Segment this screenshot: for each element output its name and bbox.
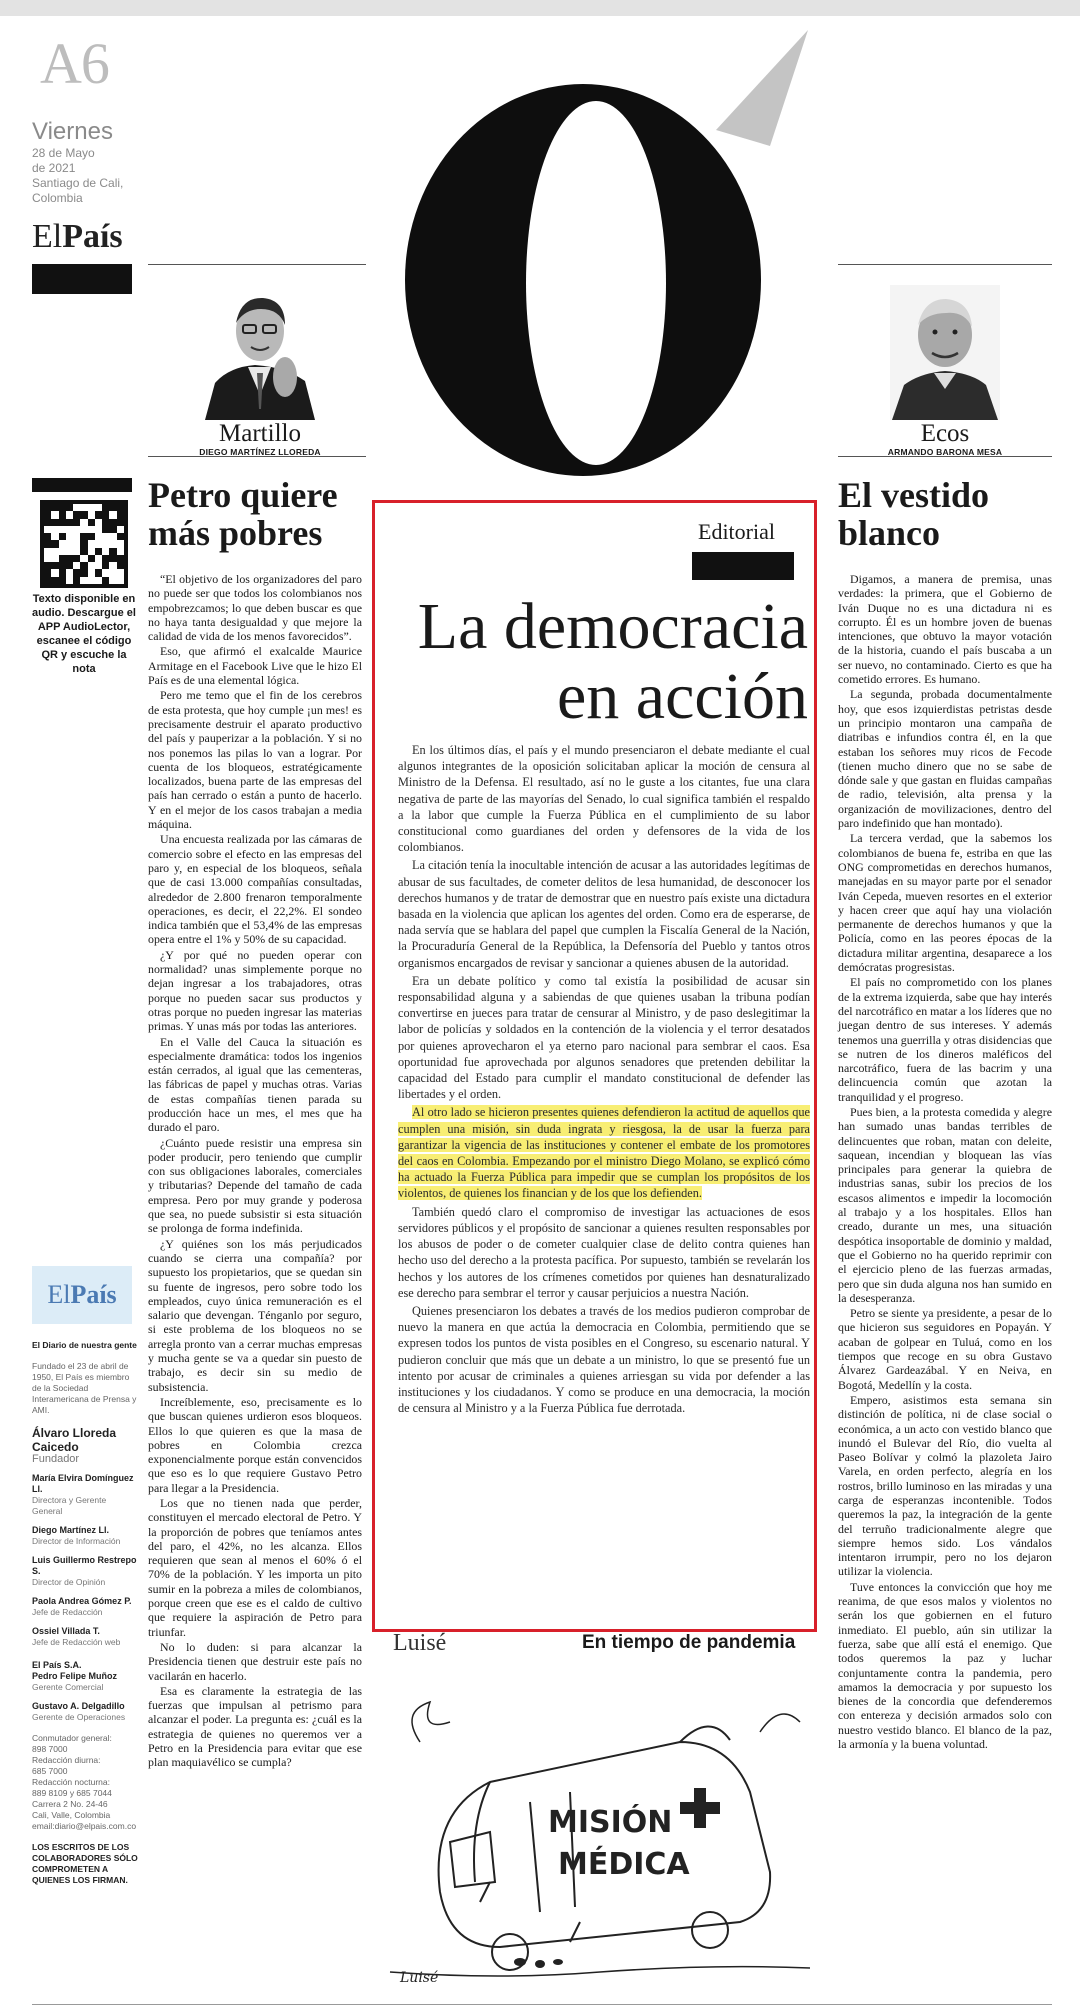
qr-cell xyxy=(88,526,95,533)
highlighted-paragraph xyxy=(398,1104,810,1201)
qr-cell xyxy=(44,555,51,562)
section-mark-counter xyxy=(526,101,666,465)
qr-cell xyxy=(66,562,73,569)
paragraph: Pues bien, a la protesta comedida y alegre han sumado unas bandas terribles de delincuentes que roban, matan con deleite, saquean, incendian y bloquean las vías principales para generar la quiebra de industrias sanas, subir los precios de los escasos alimentos e impedir la locomoción al trabajo y a los hospitales. Ellos han creado, durante un mes, una situación despótica insoportable de dominio y maldad, que el Gobierno no ha querido reprimir con el ejercicio pleno de las fuerzas armadas, pero que sin duda alguna nos han sumido en la desesperanza. xyxy=(838,1104,1052,1305)
qr-cell xyxy=(88,511,95,518)
qr-cell xyxy=(102,577,109,584)
qr-cell xyxy=(80,540,87,547)
qr-cell xyxy=(88,504,95,511)
logo-bar xyxy=(32,264,132,294)
qr-cell xyxy=(51,533,58,540)
columnist-right: ARMANDO BARONA MESA xyxy=(887,447,1003,457)
qr-cell xyxy=(102,569,109,576)
paragraph: Eso, que afirmó el exalcalde Maurice Armitage en el Facebook Live que le hizo El País es de una elemental lógica. xyxy=(148,644,362,688)
contact-line: Redacción diurna: xyxy=(32,1755,101,1765)
qr-cell xyxy=(73,504,80,511)
qr-cell xyxy=(59,555,66,562)
qr-cell xyxy=(102,504,109,511)
qr-cell xyxy=(73,526,80,533)
qr-cell xyxy=(66,577,73,584)
qr-cell xyxy=(109,511,116,518)
qr-cell xyxy=(66,533,73,540)
company-staff-role: Gerente de Operaciones xyxy=(32,1712,126,1722)
qr-cell xyxy=(109,555,116,562)
cartoon-title: En tiempo de pandemia xyxy=(582,1632,796,1653)
qr-cell xyxy=(66,526,73,533)
founder-role: Fundador xyxy=(32,1453,80,1465)
qr-cell xyxy=(88,519,95,526)
logo-light: El xyxy=(32,218,63,255)
masthead-tagline: El Diario de nuestra gente xyxy=(32,1340,137,1350)
masthead-logo-bold: País xyxy=(70,1280,117,1309)
qr-cell xyxy=(102,526,109,533)
column-name-right: Ecos xyxy=(920,420,970,447)
date-line-4: Colombia xyxy=(32,191,83,205)
company-staff-name: Pedro Felipe Muñoz xyxy=(32,1671,118,1681)
qr-cell xyxy=(88,533,95,540)
contact-line: 889 8109 y 685 7044 xyxy=(32,1788,112,1798)
qr-cell xyxy=(102,540,109,547)
columnist-photo-right xyxy=(890,285,1000,420)
qr-cell xyxy=(109,526,116,533)
qr-cell xyxy=(73,562,80,569)
qr-cell xyxy=(51,504,58,511)
qr-cell xyxy=(102,519,109,526)
paragraph: Era un debate político y como tal existía la posibilidad de acusar sin responsabilidad alguna y a sabiendas de que quienes usaban la tribuna podían convertirse en jueces para tratar de censurar al Ministro, y de paso deslegitimar la labor de policías y soldados en la contención de la violencia y el terror desatados por quienes aprovecharon el ya eterno paro nacional para sembrar el caos. Esa oportunidad fue aprovechada por algunos senadores que pretenden debilitar la capacidad del Estado para cumplir el mandato constitucional de defender las libertades y el orden. xyxy=(398,973,810,1102)
qr-cell xyxy=(59,548,66,555)
qr-cell xyxy=(59,519,66,526)
qr-cell xyxy=(66,569,73,576)
logo-bold: País xyxy=(62,218,123,255)
cartoon-text-2: MÉDICA xyxy=(558,1847,690,1882)
highlight-text: Al otro lado se hicieron presentes quienes defendieron la actitud de aquellos que cumplen una misión, sin duda ingrata y riesgosa, la de usar la fuerza para garantizar la vigencia de las instituciones y contener el embate de los promotores del caos en Colombia. Empezando por el ministro Diego Molano, se explicó cómo ha actuado la Fuerza Pública para impedir que se cumplan los propósitos de los violentos, de quienes los financian y de los que los defienden. xyxy=(398,1105,810,1201)
qr-cell xyxy=(59,540,66,547)
paragraph: Esa es claramente la estrategia de las fuerzas que impulsan al petrismo para alcanzar el poder. La pregunta es: ¿cuál es la estrategia de quienes no queremos ver a Petro en la Presidencia para evitar que ese plan maquiavélico se cumpla? xyxy=(148,1683,362,1770)
staff-name: María Elvira Domínguez Ll. xyxy=(32,1473,134,1494)
rule-right xyxy=(838,264,1052,265)
qr-cell xyxy=(95,511,102,518)
contact-line: 685 7000 xyxy=(32,1766,68,1776)
editorial-title xyxy=(380,592,808,732)
paragraph: La segunda, probada documentalmente hoy, que esos izquierdistas petristas desde un principio montaron una campaña de diatribas e infundios contra él, en la que estaban los señores muy ricos de Fecode (tienen mucho dinero que no se sabe de dónde sale y que gastan en fluidas campañas de radio, televisión, alta prensa y la organización de movilizaciones, dentro del paro indefinido que han montado). xyxy=(838,687,1052,831)
founded-note: Fundado el 23 de abril de 1950, El País es miembro de la Sociedad Interamericana de Prensa y AMI. xyxy=(32,1361,137,1415)
page-number: A6 xyxy=(40,31,109,96)
qr-cell xyxy=(95,562,102,569)
right-column-headline: El vestido blanco xyxy=(838,475,990,553)
top-bar xyxy=(0,0,1080,16)
paragraph: Quienes presenciaron los debates a través de los medios pudieron comprobar de nuevo la manera en que actúa la democracia en Colombia, permitiendo que se expresen todos los puntos de vista posibles en el Congreso, su escenario natural. Y pudieron concluir que más que un debate a un ministro, lo que se presentó fue un intento por acusar de criminales a quienes arriesgan su vida por defender a las instituciones y los ciudadanos. Y como se produce en una democracia, la moción de censura al Ministro y a la Fuerza Pública fue derrotada. xyxy=(398,1303,810,1416)
qr-cell xyxy=(95,519,102,526)
qr-cell xyxy=(117,526,124,533)
qr-cell xyxy=(102,511,109,518)
qr-cell xyxy=(88,555,95,562)
column-name-left: Martillo xyxy=(219,420,301,447)
qr-cell xyxy=(117,540,124,547)
qr-cell xyxy=(59,533,66,540)
qr-cell xyxy=(88,569,95,576)
qr-cell xyxy=(102,533,109,540)
qr-cell xyxy=(73,548,80,555)
qr-cell xyxy=(117,577,124,584)
paragraph: Increíblemente, eso, precisamente es lo que buscan quienes urdieron esos bloqueos. Ellos lo que quieren es que la masa de pobres en Colombia crezca exponencialmente porque están convencidos que eso es lo que requiere Gustavo Petro para llegar a la Presidencia. xyxy=(148,1394,362,1495)
editorial-body xyxy=(398,742,810,1418)
qr-cell xyxy=(80,569,87,576)
qr-cell xyxy=(44,511,51,518)
staff-name: Paola Andrea Gómez P. xyxy=(32,1596,132,1606)
qr-cell xyxy=(117,562,124,569)
staff-name: Luis Guillermo Restrepo S. xyxy=(32,1555,137,1576)
qr-cell xyxy=(44,548,51,555)
paragraph: En los últimos días, el país y el mundo presenciaron el debate mediante el cual algunos integrantes de la oposición solicitaban aplicar la moción de censura al Ministro de la Defensa. El resultado, así no le guste a los citantes, fue una clara negativa de parte de las mayorías del Senado, lo cual significa también el respaldo a la labor que cumple la Fuerza Pública en el cumplimiento de su labor constitucional como guardianes del orden y defensores de la vida de los colombianos. xyxy=(398,743,810,855)
company-staff-role: Gerente Comercial xyxy=(32,1682,104,1692)
paragraph: Petro se siente ya presidente, a pesar de lo que hicieron sus seguidores en Popayán. Y acaban de golpear en Tuluá, como en los tiempos que recoge en su obra Gustavo Álvarez Gardeazábal. Y en Neiva, en Bogotá, Medellín y la costa. xyxy=(838,1306,1052,1392)
qr-cell xyxy=(59,577,66,584)
cartoon-ambulance xyxy=(380,1672,820,1992)
paragraph: También quedó claro el compromiso de investigar las actuaciones de esos servidores públicos y el propósito de sancionar a quienes resulten responsables por los abusos de poder o de cometer cualquier clase de delito contra quienes han hecho uso del derecho a la protesta pacífica. Por supuesto, también se revelarán los hechos y los autores de los crímenes cometidos por quienes han desnaturalizado ese derecho para sembrar el terror y causar perjuicios a nuestra Nación. xyxy=(398,1204,810,1300)
editorial-kicker: Editorial xyxy=(698,519,775,544)
qr-cell xyxy=(51,526,58,533)
contact-line: Redacción nocturna: xyxy=(32,1777,110,1787)
qr-cell xyxy=(95,548,102,555)
qr-cell xyxy=(109,533,116,540)
paragraph: Los que no tienen nada que perder, constituyen el mercado electoral de Petro. Y la proporción de pobres que teníamos antes del paro, el 42%, no les alcanza. Ellos requieren que sean al menos el 60% ó el 70% de la población. Y les importa un pito sumir en la pobreza a miles de colombianos, porque creen que ese es el caldo de cultivo que requiere la aspiración de Petro para triunfar. xyxy=(148,1496,362,1639)
date-line-1: 28 de Mayo xyxy=(32,146,95,160)
paragraph: El país no comprometido con los planes de la extrema izquierda, sabe que hay interés del narcotráfico en matar a los líderes que no juegan dentro de sus intereses. Y además tenemos una guerrilla y otras disidencias que se nutren de los dineros maléficos del narcotráfico, fuera de las bacrim y una delincuencia común que azotan la tranquilidad y el progreso. xyxy=(838,975,1052,1104)
qr-cell xyxy=(80,526,87,533)
qr-cell xyxy=(95,577,102,584)
staff-role: Director de Opinión xyxy=(32,1577,106,1587)
paragraph: ¿Cuánto puede resistir una empresa sin poder producir, pero teniendo que cumplir con sus obligaciones laborales, comerciales y tributarias? Depende del tamaño de cada empresa. Pero por muy grande y poderosa que sea, no puede subsistir si esta situación se prolonga de forma indefinida. xyxy=(148,1135,362,1236)
cartoon-signature: Luisé xyxy=(400,1970,439,1986)
cartoon-author: Luisé xyxy=(393,1630,447,1656)
staff-role: Directora y Gerente General xyxy=(32,1495,107,1516)
qr-cell xyxy=(109,569,116,576)
rule-left xyxy=(148,264,366,265)
qr-cell xyxy=(95,533,102,540)
contact-line: Conmutador general: xyxy=(32,1733,112,1743)
qr-cell xyxy=(73,555,80,562)
date-line-3: Santiago de Cali, xyxy=(32,176,124,190)
columnist-photo-left xyxy=(205,285,315,420)
qr-cell xyxy=(95,569,102,576)
qr-cell xyxy=(66,555,73,562)
staff-role: Jefe de Redacción web xyxy=(32,1637,121,1647)
staff-role: Jefe de Redacción xyxy=(32,1607,103,1617)
qr-cell xyxy=(109,562,116,569)
qr-cell xyxy=(117,533,124,540)
editorial-bar xyxy=(692,552,794,580)
company-staff-name: Gustavo A. Delgadillo xyxy=(32,1701,125,1711)
dateline xyxy=(32,146,142,206)
qr-cell xyxy=(44,569,51,576)
qr-cell xyxy=(73,511,80,518)
contact-line: Carrera 2 No. 24-46 xyxy=(32,1799,108,1809)
paragraph: “El objetivo de los organizadores del paro no puede ser que todos los colombianos nos empobrezcamos; lo que deben buscar es que no haya tanta desigualdad y que mejore la calidad de vida de los menos favorecidos”. xyxy=(148,572,362,644)
paragraph: ¿Y quiénes son los más perjudicados cuando se cierra una compañía? por supuesto los propietarios, que se quedan sin su fuente de ingresos, pero sobre todo los empleados, cuyo única remuneración es el salario que devengan. Ténganlo por seguro, si este problema de los bloqueos no se arregla pronto van a cerrar muchas empresas y mucha gente se va a quedar sin puesto de trabajo, es decir sin su medio de subsistencia. xyxy=(148,1236,362,1394)
qr-cell xyxy=(66,540,73,547)
qr-cell xyxy=(117,555,124,562)
qr-cell xyxy=(59,504,66,511)
qr-cell xyxy=(88,548,95,555)
qr-cell xyxy=(59,511,66,518)
staff-role: Director de Información xyxy=(32,1536,121,1546)
staff-name: Ossiel Villada T. xyxy=(32,1626,100,1636)
qr-cell xyxy=(88,540,95,547)
company-name: El País S.A. xyxy=(32,1660,82,1670)
qr-cell xyxy=(73,540,80,547)
qr-cell xyxy=(95,540,102,547)
qr-cell xyxy=(51,569,58,576)
qr-cell xyxy=(117,548,124,555)
paragraph: Pero me temo que el fin de los cerebros de esta protesta, que hoy cumple ¡un mes! es precisamente destruir el aparato productivo del país y pauperizar a la población. Y si no nos ponemos las pilas lo van a lograr. Por cuenta de los bloqueos, estratégicamente localizados, buena parte de las empresas del país han cerrado o están a punto de hacerlo. Y en el mejor de los casos trabajan a media máquina. xyxy=(148,688,362,832)
qr-cell xyxy=(80,519,87,526)
qr-cell xyxy=(80,504,87,511)
qr-cell xyxy=(51,577,58,584)
qr-cell xyxy=(109,519,116,526)
qr-cell xyxy=(117,569,124,576)
paragraph: En el Valle del Cauca la situación es especialmente dramática: todos los ingenios están cerrados, al igual que las cementeras, las fábricas de papel y muchas otras. Varias de estas compañías tienen parada su producción hace un mes, el mes que ha durado el paro. xyxy=(148,1034,362,1135)
right-column-body xyxy=(838,572,1052,1752)
qr-cell xyxy=(117,504,124,511)
paragraph: ¿Y por qué no pueden operar con normalidad? unas simplemente porque no dejan ingresar a los trabajadores, otras porque no pueden sacar sus productos y otras porque no pueden ingresar las materias primas. Y unas más por todas las anteriores. xyxy=(148,947,362,1034)
qr-cell xyxy=(80,548,87,555)
contact-email[interactable]: email:diario@elpais.com.co xyxy=(32,1821,137,1831)
date-line-2: de 2021 xyxy=(32,161,76,175)
qr-cell xyxy=(59,526,66,533)
qr-cell xyxy=(102,548,109,555)
qr-cell xyxy=(109,540,116,547)
qr-cell xyxy=(44,519,51,526)
qr-cell xyxy=(88,562,95,569)
paragraph: No lo duden: si para alcanzar la Presidencia tienen que destruir este país no vacilarán en hacerlo. xyxy=(148,1639,362,1683)
contact-block xyxy=(32,1733,138,1832)
qr-cell xyxy=(80,533,87,540)
qr-cell xyxy=(66,548,73,555)
qr-bar xyxy=(32,478,132,492)
qr-cell xyxy=(44,526,51,533)
qr-cell xyxy=(44,504,51,511)
qr-cell xyxy=(51,511,58,518)
contact-line: Cali, Valle, Colombia xyxy=(32,1810,111,1820)
paragraph: Tuve entonces la convicción que hoy me reanima, de que esos malos y violentos no serán los que gobiernen en el futuro inmediato. El pueblo, aún sin utilizar la fuerza, sabe que allí está el enemigo. Que todos queremos la paz y luchar conjuntamente contra la pandemia, pero amamos la democracia y por supuesto los bienes de la concordia que defenderemos con entereza y decisión armados solo con nuestro vestido blanco. El blanco de la paz, la armonía y la buena voluntad. xyxy=(838,1579,1052,1752)
qr-cell xyxy=(44,540,51,547)
qr-cell xyxy=(80,562,87,569)
qr-cell xyxy=(73,577,80,584)
paragraph: Digamos, a manera de premisa, unas verdades: la primera, que el Gobierno de Iván Duque no es una dictadura ni es corrupto. Él es un hombre joven de buenas intenciones, que obtuvo la mayor votación de la historia, cuando el país buscaba a un ser nuevo, no contaminado. Cierto es que ha cometido errores. Es humano. xyxy=(838,572,1052,687)
masthead-logo xyxy=(32,1266,132,1324)
qr-cell xyxy=(51,548,58,555)
section-mark-accent xyxy=(716,30,808,146)
qr-cell xyxy=(102,562,109,569)
qr-cell xyxy=(95,555,102,562)
columnist-left: DIEGO MARTÍNEZ LLOREDA xyxy=(199,447,321,457)
qr-cell xyxy=(59,569,66,576)
audio-note: Texto disponible en audio. Descargue el APP AudioLector, escanee el código QR y escuche la nota xyxy=(32,593,136,675)
qr-cell xyxy=(109,577,116,584)
qr-cell xyxy=(66,511,73,518)
rule-bottom xyxy=(32,2004,1052,2005)
qr-code[interactable] xyxy=(40,500,128,588)
founder-name: Álvaro Lloreda Caicedo xyxy=(32,1426,117,1454)
qr-cell xyxy=(109,548,116,555)
qr-cell xyxy=(117,519,124,526)
qr-cell xyxy=(51,519,58,526)
paragraph: Una encuesta realizada por las cámaras de comercio sobre el efecto en las empresas del paro y, en especial de los bloqueos, señala que de casi 13.000 compañías consultadas, alrededor de 2.800 frenaron temporalmente operaciones, es decir, el 22,2%. El sondeo indica también que el 53,4% de las empresas opera entre el 1% y 50% de su capacidad. xyxy=(148,832,362,947)
qr-cell xyxy=(73,569,80,576)
qr-cell xyxy=(59,562,66,569)
paragraph: Empero, asistimos esta semana sin distinción de política, ni de clase social o económica, a un acto con vestido blanco que inundó el Bulevar del Río, dio vuelta al Paseo Bolívar y colmó la plazoleta Jairo Varela, en orden perfecto, alegría en los rostros, brillo luminoso en las miradas y una carga de esperanzas incontenible. Todos queremos la paz, la integración de la gente del terruño tradicionalmente alegre que siempre hemos sido. Los vándalos intentaron irrumpir, pero no los dejaron utilizar la violencia. xyxy=(838,1392,1052,1579)
cartoon-text-1: MISIÓN xyxy=(548,1805,673,1840)
qr-cell xyxy=(44,533,51,540)
weekday: Viernes xyxy=(32,118,113,145)
newspaper-logo xyxy=(32,218,123,256)
staff-name: Diego Martínez Ll. xyxy=(32,1525,110,1535)
disclaimer: LOS ESCRITOS DE LOS COLABORADORES SÓLO COMPROMETEN A QUIENES LOS FIRMAN. xyxy=(32,1842,138,1885)
qr-cell xyxy=(66,504,73,511)
paragraph: La citación tenía la inocultable intención de acusar a las autoridades legítimas de abusar de sus facultades, de cometer delitos de lesa humanidad, de desconocer los derechos humanos y de tratar de demostrar que en nuestro país existe una dictadura basada en la violencia que aplican los agentes del orden. Como era de esperarse, de nada servía que se hablara del papel que cumplen la Fiscalía General de la Nación, la Procuraduría General de la República, la Defensoría del Pueblo y tantos otros organismos encargados de revisar y sancionar a quienes abusen de la autoridad. xyxy=(398,858,810,970)
editorial-title-line-1: La democracia xyxy=(417,590,808,663)
qr-cell xyxy=(80,577,87,584)
qr-cell xyxy=(73,519,80,526)
masthead-logo-light: El xyxy=(47,1280,71,1309)
qr-cell xyxy=(117,511,124,518)
qr-cell xyxy=(44,562,51,569)
contact-line: 898 7000 xyxy=(32,1744,68,1754)
qr-cell xyxy=(51,540,58,547)
qr-cell xyxy=(95,526,102,533)
paragraph: La tercera verdad, que la sabemos los colombianos de buena fe, estriba en que las ONG comprometidas en derechos humanos, manejadas en su mayor parte por el senador Iván Cepeda, mueven resortes en el exterior y hacen creer que aquí hay una violación permanente de derechos humanos y que la Policía, como en las peores épocas de la dictadura militar argentina, desaparece a los demócratas progresistas. xyxy=(838,831,1052,975)
qr-cell xyxy=(95,504,102,511)
left-column-headline: Petro quiere más pobres xyxy=(148,475,338,553)
qr-cell xyxy=(109,504,116,511)
left-column-body xyxy=(148,572,362,1771)
qr-cell xyxy=(66,519,73,526)
qr-cell xyxy=(73,533,80,540)
editorial-title-line-2: en acción xyxy=(556,660,808,733)
qr-cell xyxy=(44,577,51,584)
qr-cell xyxy=(88,577,95,584)
qr-cell xyxy=(80,555,87,562)
qr-cell xyxy=(51,562,58,569)
section-mark xyxy=(368,18,848,478)
qr-cell xyxy=(102,555,109,562)
qr-cell xyxy=(80,511,87,518)
qr-cell xyxy=(51,555,58,562)
masthead-credits xyxy=(32,1340,138,1886)
